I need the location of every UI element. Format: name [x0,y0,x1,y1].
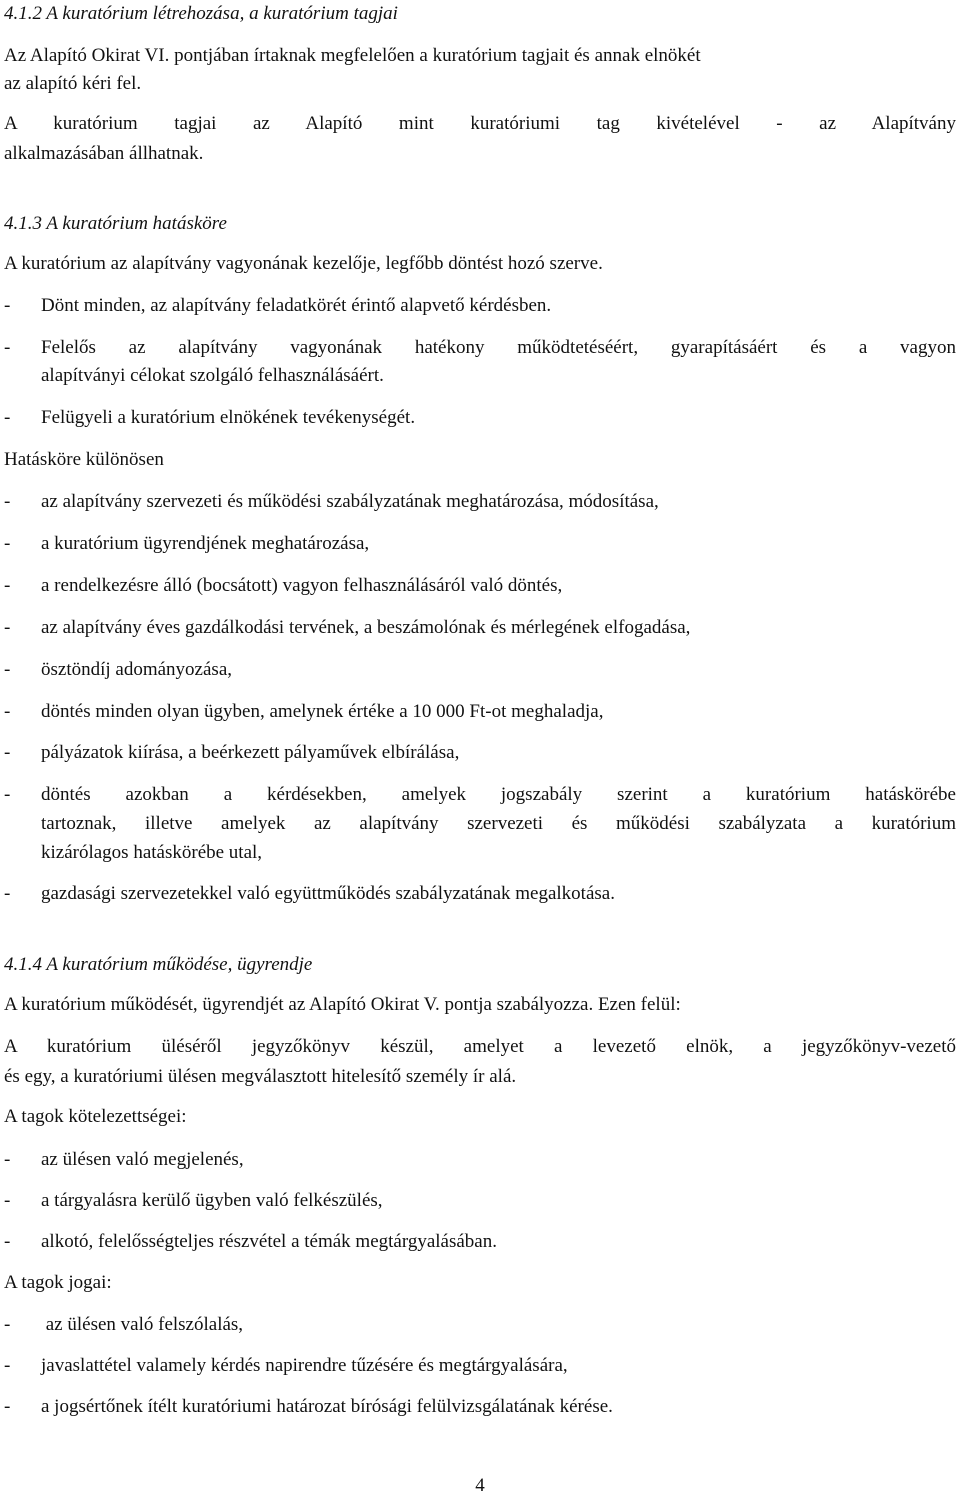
list-dash: - [4,575,11,596]
paragraph-line: A kuratórium tagjai az Alapító mint kuratóriumi tag kivételével - az Alapítvány [4,113,956,134]
list-dash: - [4,617,11,638]
section-heading-4-1-3: 4.1.3 A kuratórium hatásköre [4,213,227,234]
list-dash: - [4,701,11,722]
list-item-text: a jogsértőnek ítélt kuratóriumi határozat bírósági felülvizsgálatának kérése. [41,1396,613,1417]
paragraph-line: alkalmazásában állhatnak. [4,143,204,164]
list-dash: - [4,1190,11,1211]
paragraph-line: Az Alapító Okirat VI. pontjában írtaknak megfelelően a kuratórium tagjait és annak elnökét [4,45,701,66]
paragraph-line: A tagok kötelezettségei: [4,1106,187,1127]
paragraph-line: A tagok jogai: [4,1272,112,1293]
list-item-text: döntés azokban a kérdésekben, amelyek jogszabály szerint a kuratórium hatáskörébe [41,784,956,805]
list-dash: - [4,337,11,358]
list-item-text: Dönt minden, az alapítvány feladatkörét érintő alapvető kérdésben. [41,295,552,316]
list-item-text: alapítványi célokat szolgáló felhasználásáért. [41,365,384,386]
list-item-text: gazdasági szervezetekkel való együttműködés szabályzatának megalkotása. [41,883,615,904]
list-dash: - [4,533,11,554]
list-item-text: döntés minden olyan ügyben, amelynek értéke a 10 000 Ft-ot meghaladja, [41,701,604,722]
paragraph-line: és egy, a kuratóriumi ülésen megválasztott hitelesítő személy ír alá. [4,1066,517,1087]
list-item-text: alkotó, felelősségteljes részvétel a témák megtárgyalásában. [41,1231,497,1252]
section-heading-4-1-2: 4.1.2 A kuratórium létrehozása, a kuratórium tagjai [4,3,398,24]
paragraph-line: Hatásköre különösen [4,449,164,470]
page-number: 4 [475,1475,485,1496]
paragraph-line: A kuratórium üléséről jegyzőkönyv készül, amelyet a levezető elnök, a jegyzőkönyv-vezető [4,1036,956,1057]
list-dash: - [4,1149,11,1170]
list-dash: - [4,1396,11,1417]
list-item-text: az ülésen való felszólalás, [41,1314,244,1335]
list-item-text: tartoznak, illetve amelyek az alapítvány szervezeti és működési szabályzata a kuratórium [41,813,956,834]
list-item-text: a tárgyalásra kerülő ügyben való felkészülés, [41,1190,383,1211]
list-item-text: ösztöndíj adományozása, [41,659,233,680]
list-dash: - [4,1355,11,1376]
list-item-text: Felelős az alapítvány vagyonának hatékony működtetéséért, gyarapításáért és a vagyon [41,337,956,358]
list-item-text: a rendelkezésre álló (bocsátott) vagyon felhasználásáról való döntés, [41,575,563,596]
list-dash: - [4,1314,11,1335]
list-item-text: az alapítvány szervezeti és működési szabályzatának meghatározása, módosítása, [41,491,659,512]
section-heading-4-1-4: 4.1.4 A kuratórium működése, ügyrendje [4,954,313,975]
list-dash: - [4,784,11,805]
list-item-text: a kuratórium ügyrendjének meghatározása, [41,533,370,554]
list-item-text: javaslattétel valamely kérdés napirendre tűzésére és megtárgyalására, [41,1355,568,1376]
list-item-text: Felügyeli a kuratórium elnökének tevékenységét. [41,407,416,428]
paragraph-line: A kuratórium az alapítvány vagyonának kezelője, legfőbb döntést hozó szerve. [4,253,603,274]
list-dash: - [4,1231,11,1252]
paragraph-line: az alapító kéri fel. [4,73,142,94]
list-item-text: az ülésen való megjelenés, [41,1149,244,1170]
list-dash: - [4,295,11,316]
list-dash: - [4,407,11,428]
list-item-text: pályázatok kiírása, a beérkezett pályaművek elbírálása, [41,742,460,763]
list-item-text: az alapítvány éves gazdálkodási tervének, a beszámolónak és mérlegének elfogadása, [41,617,691,638]
paragraph-line: A kuratórium működését, ügyrendjét az Alapító Okirat V. pontja szabályozza. Ezen felül: [4,994,681,1015]
list-dash: - [4,659,11,680]
list-item-text: kizárólagos hatáskörébe utal, [41,842,263,863]
list-dash: - [4,883,11,904]
list-dash: - [4,742,11,763]
list-dash: - [4,491,11,512]
